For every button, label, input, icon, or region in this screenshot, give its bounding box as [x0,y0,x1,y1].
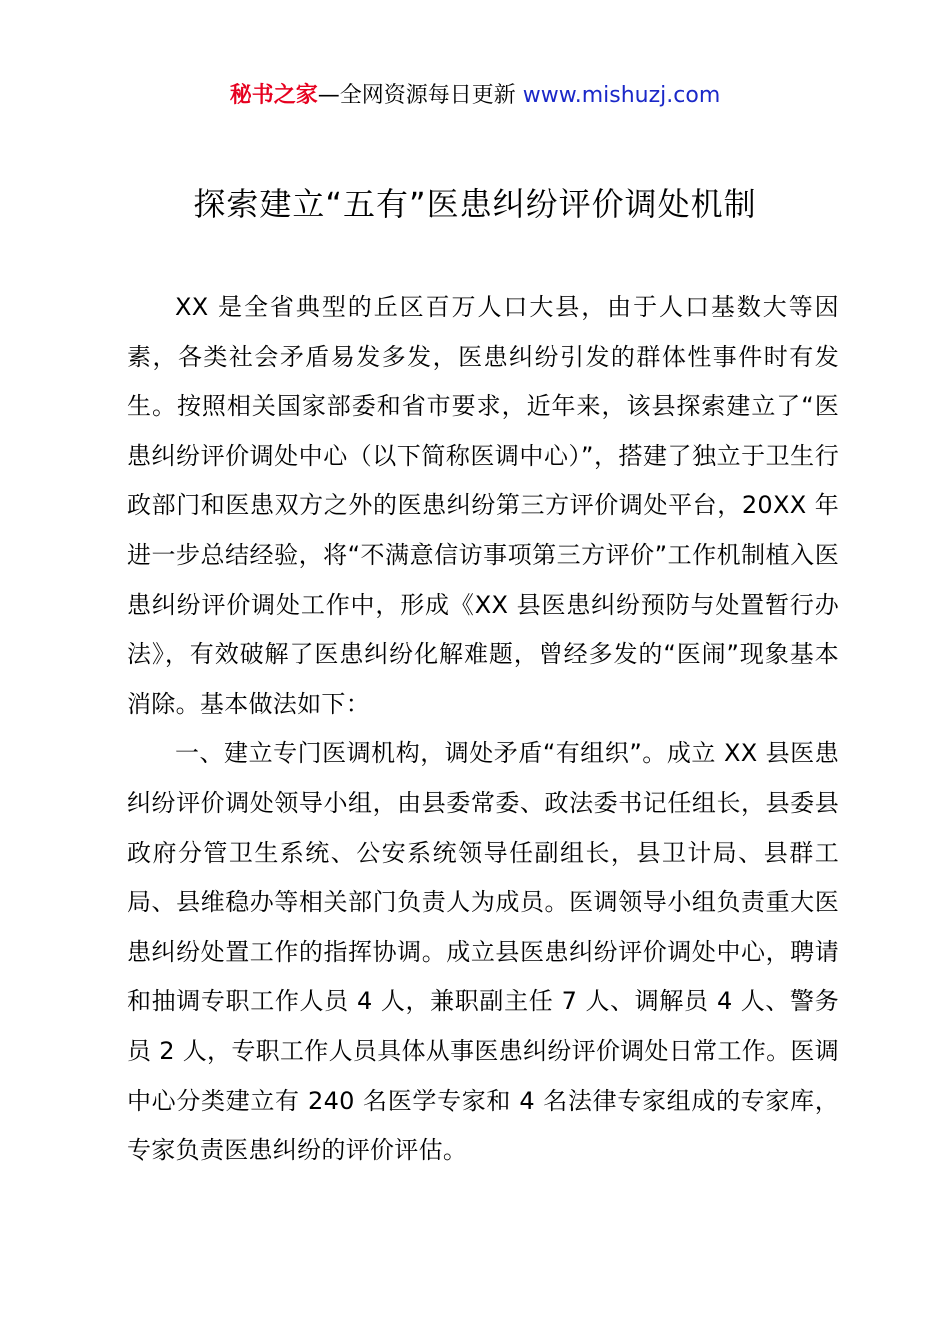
header-tagline: —全网资源每日更新 [317,83,516,108]
brand-name: 秘书之家 [229,83,318,108]
paragraph-intro: XX 是全省典型的丘区百万人口大县，由于人口基数大等因素，各类社会矛盾易发多发，医患纠纷引发的群体性事件时有发生。按照相关国家部委和省市要求，近年来，该县探索建立了“医患纠纷评价调处中心（以下简称医调中心）”，搭建了独立于卫生行政部门和医患双方之外的医患纠纷第三方评价调处平台，20XX 年进一步总结经验，将“不满意信访事项第三方评价”工作机制植入医患纠纷评价调处工作中，形成《XX 县医患纠纷预防与处置暂行办法》，有效破解了医患纠纷化解难题，曾经多发的“医闹”现象基本消除。基本做法如下： [127,293,839,718]
site-header [0,80,950,112]
document-title: 探索建立“五有”医患纠纷评价调处机制 [193,185,757,223]
document-body [127,283,839,1176]
site-url-link[interactable]: www.mishuzj.com [522,83,721,108]
paragraph-section-one: 一、建立专门医调机构，调处矛盾“有组织”。成立 XX 县医患纠纷评价调处领导小组，由县委常委、政法委书记任组长，县委县政府分管卫生系统、公安系统领导任副组长，县卫计局、县群工局、县维稳办等相关部门负责人为成员。医调领导小组负责重大医患纠纷处置工作的指挥协调。成立县医患纠纷评价调处中心，聘请和抽调专职工作人员 4 人，兼职副主任 7 人、调解员 4 人、警务员 2 人，专职工作人员具体从事医患纠纷评价调处日常工作。医调中心分类建立有 240 名医学专家和 4 名法律专家组成的专家库，专家负责医患纠纷的评价评估。 [127,739,839,1165]
